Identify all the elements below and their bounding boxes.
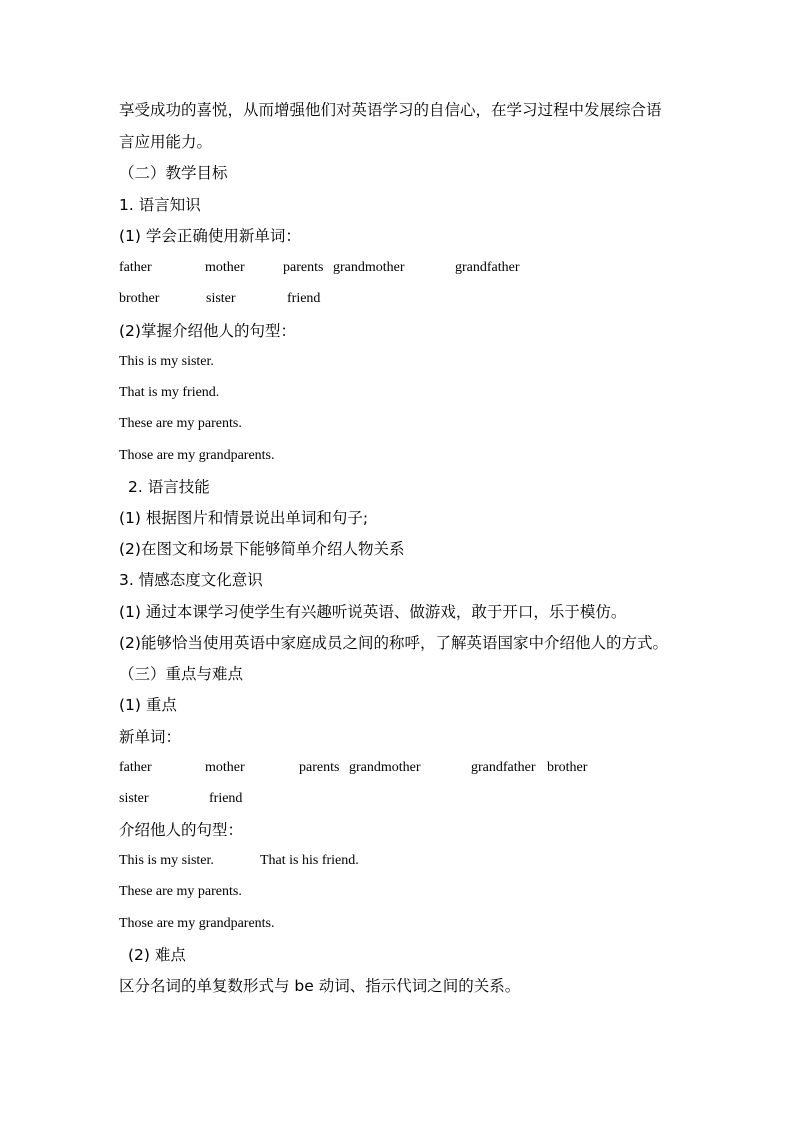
subheading-language-skills: 2. 语言技能 [128,478,210,496]
example-sentence: Those are my grandparents. [119,448,275,463]
vocab-word: father [119,260,152,275]
label: 介绍他人的句型： [119,821,244,839]
example-sentence-row [119,851,379,871]
example-sentence: This is my sister. [119,354,214,369]
example-sentence: These are my parents. [119,416,242,431]
vocab-word: friend [287,291,321,306]
list-item: (2) 难点 [128,946,186,964]
vocab-word: parents [299,760,340,775]
list-item: (1) 根据图片和情景说出单词和句子; [119,509,369,527]
list-item: (2)掌握介绍他人的句型： [119,322,296,340]
list-item: (1) 学会正确使用新单词： [119,227,301,245]
list-item: (1) 通过本课学习使学生有兴趣听说英语、做游戏，敢于开口，乐于模仿。 [119,603,627,621]
paragraph-line: 言应用能力。 [119,133,213,151]
example-sentence: That is his friend. [260,853,359,868]
section-heading-objectives: （二）教学目标 [119,164,228,182]
list-item: (2)在图文和场景下能够简单介绍人物关系 [119,540,405,558]
subheading-attitude-culture: 3. 情感态度文化意识 [119,571,263,589]
vocab-row [119,258,539,278]
paragraph-line: 区分名词的单复数形式与 be 动词、指示代词之间的关系。 [119,977,521,995]
vocab-word: sister [119,791,149,806]
vocab-row [119,758,599,778]
vocab-word: mother [205,760,245,775]
vocab-word: parents [283,260,324,275]
section-heading-key-points: （三）重点与难点 [119,665,244,683]
vocab-word: grandmother [333,260,405,275]
label: 新单词： [119,728,182,746]
vocab-word: mother [205,260,245,275]
vocab-row [119,289,339,309]
vocab-word: grandfather [455,260,520,275]
vocab-word: grandmother [349,760,421,775]
subheading-language-knowledge: 1. 语言知识 [119,196,201,214]
example-sentence: This is my sister. [119,853,214,868]
paragraph-line: 享受成功的喜悦，从而增强他们对英语学习的自信心，在学习过程中发展综合语 [119,101,662,119]
vocab-word: grandfather [471,760,536,775]
vocab-word: brother [547,760,588,775]
example-sentence: Those are my grandparents. [119,916,275,931]
vocab-word: friend [209,791,243,806]
list-item: (1) 重点 [119,696,177,714]
vocab-word: brother [119,291,160,306]
vocab-word: father [119,760,152,775]
example-sentence: These are my parents. [119,884,242,899]
vocab-word: sister [206,291,236,306]
example-sentence: That is my friend. [119,385,220,400]
list-item: (2)能够恰当使用英语中家庭成员之间的称呼，了解英语国家中介绍他人的方式。 [119,634,668,652]
vocab-row [119,789,259,809]
